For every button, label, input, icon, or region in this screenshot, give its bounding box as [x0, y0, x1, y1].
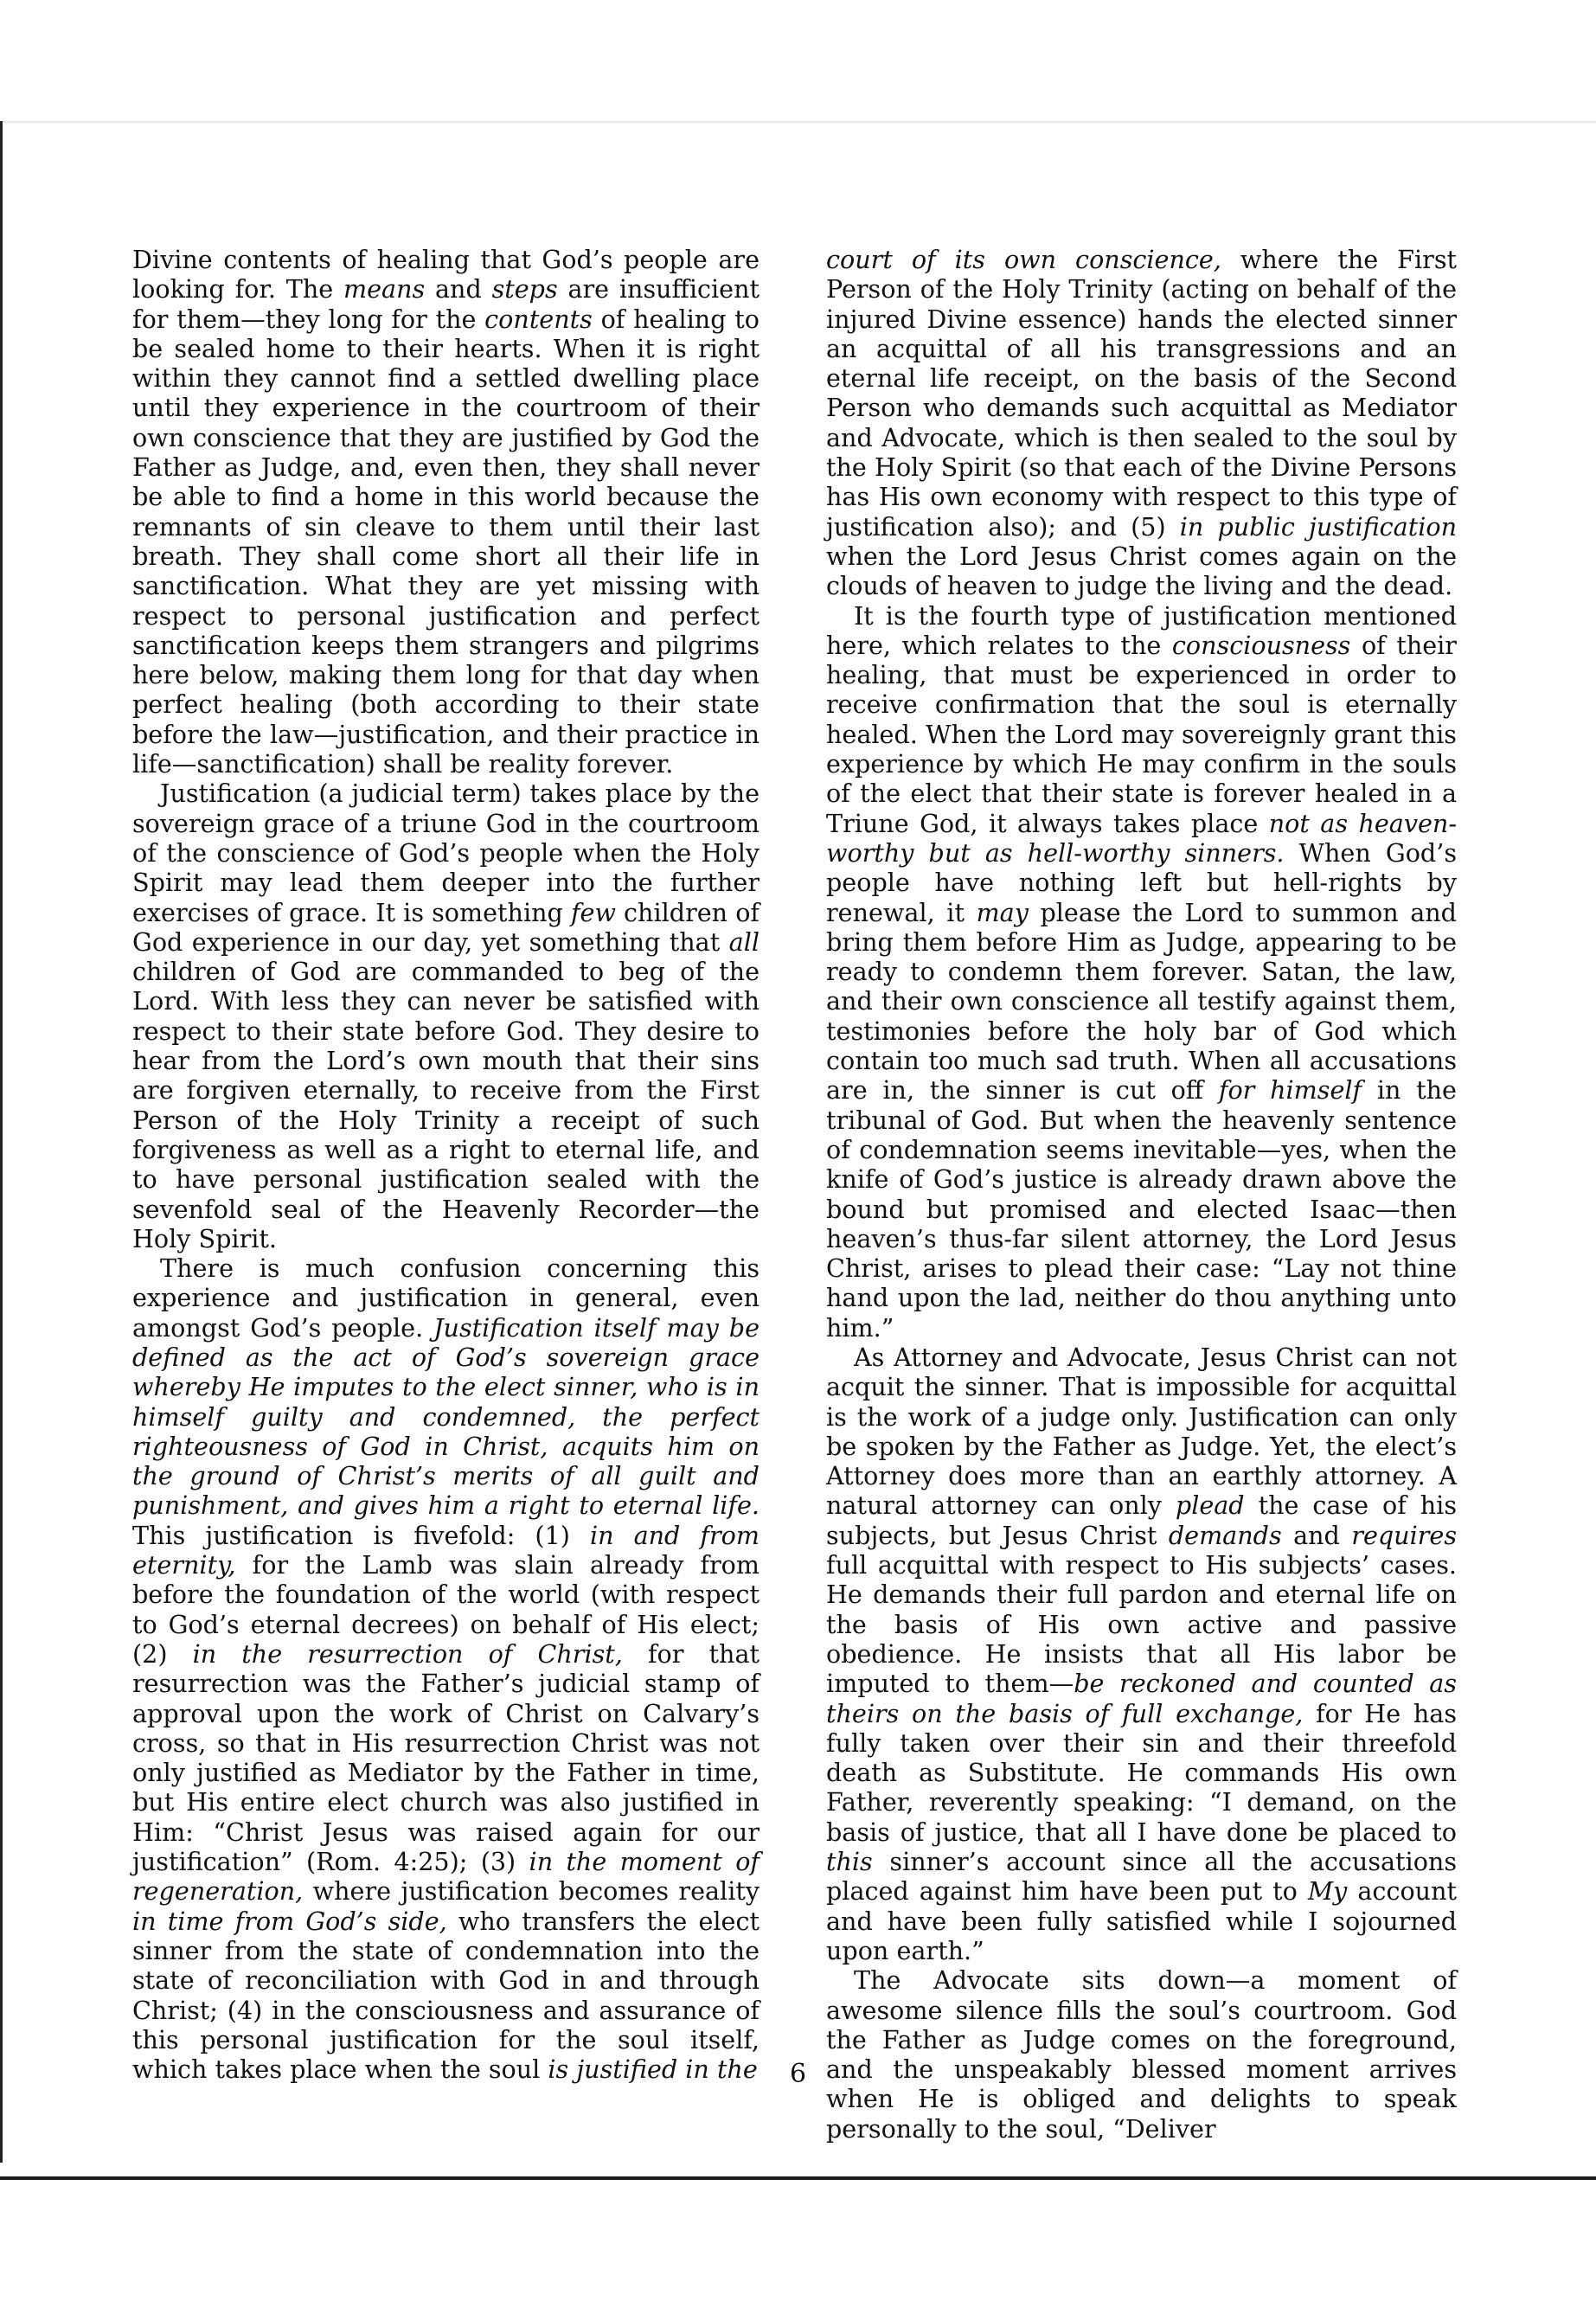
paragraph	[132, 245, 760, 779]
text-run: in the tribunal of God. But when the heavenly sentence of condemnation seems inevitable—yes, when the knife of God’s justice is already drawn above the bound but promised and elected Isaac—then heaven’s thus-far silent attorney, the Lord Jesus Christ, arises to plead their case: “Lay not thine hand upon the lad, neither do thou anything unto him.”	[826, 1075, 1457, 1343]
italic-text: in time from God’s side,	[132, 1906, 447, 1936]
paragraph	[826, 601, 1457, 1343]
paragraph	[826, 1965, 1457, 2144]
text-run: children of God are commanded to beg of the Lord. With less they can never be satisfied with respect to their state before God. They desire to hear from the Lord’s own mouth that their sins are forgiven eternally, to receive from the First Person of the Holy Trinity a receipt of such forgiveness as well as a right to eternal life, and to have personal justification sealed with the sevenfold seal of the Heavenly Recorder—the Holy Spirit.	[132, 957, 760, 1253]
text-run: are insufficient for them—they long for the	[132, 274, 760, 334]
left-column	[132, 245, 760, 2084]
text-run: children of God experience in our day, yet something that	[132, 897, 760, 957]
text-run: of their healing, that must be experienced in order to receive confirmation that the soul is eternally healed. When the Lord may sovereignly grant this experience by which He may confirm in the souls of the elect that their state is forever healed in a Triune God, it always takes place	[826, 630, 1457, 838]
text-run: sinner’s account since all the accusations placed against him have been put to	[826, 1847, 1457, 1907]
text-run: It is the fourth type of justification mentioned here, which relates to the	[826, 600, 1457, 660]
text-run: This justification is fivefold: (1)	[132, 1520, 590, 1550]
italic-text: not as heaven-worthy but as hell-worthy sinners.	[826, 808, 1457, 868]
italic-text: plead	[1175, 1490, 1245, 1521]
text-run: for the Lamb was slain already from before the foundation of the world (with respect to God’s eternal decrees) on behalf of His elect; (2)	[132, 1550, 760, 1669]
italic-text: in and from eternity,	[132, 1520, 760, 1580]
text-run: and	[1281, 1520, 1352, 1550]
italic-text: may	[976, 897, 1029, 927]
italic-text: requires	[1351, 1520, 1458, 1550]
text-run: There is much confusion concerning this experience and justification in general, even amongst God’s people.	[132, 1253, 760, 1343]
text-run: full acquittal with respect to His subjects’ cases. He demands their full pardon and eternal life on the basis of His own active and passive obedience. He insists that all His labor be imputed to them—	[826, 1550, 1457, 1699]
text-run: The Advocate sits down—a moment of awesome silence fills the soul’s courtroom. God the Father as Judge comes on the foreground, and the unspeakably blessed moment arrives when He is obliged and delights to speak personally to the soul, “Deliver	[826, 1965, 1457, 2144]
right-column	[826, 245, 1457, 2144]
italic-text: in the resurrection of Christ,	[192, 1638, 623, 1669]
italic-text: few	[570, 897, 616, 927]
text-run: please the Lord to summon and bring them before Him as Judge, appearing to be ready to condemn them forever. Satan, the law, and their own conscience all testify against them, testimonies before the holy bar of God which contain too much sad truth. When all accusations are in, the sinner is cut off	[826, 897, 1457, 1106]
scan-bottom-edge	[0, 2176, 1596, 2180]
text-run: the case of his subjects, but Jesus Christ	[826, 1490, 1457, 1550]
paragraph	[826, 245, 1457, 601]
scan-left-edge	[0, 121, 3, 2163]
text-run: As Attorney and Advocate, Jesus Christ can not acquit the sinner. That is impossible for acquittal is the work of a judge only. Justification can only be spoken by the Father as Judge. Yet, the elect’s Attorney does more than an earthly attorney. A natural attorney can only	[826, 1342, 1457, 1521]
italic-text: court of its own conscience,	[826, 245, 1221, 274]
italic-text: steps	[491, 274, 558, 304]
text-run: Justification (a judicial term) takes place by the sovereign grace of a triune God in the courtroom of the conscience of God’s people when the Holy Spirit may lead them deeper into the further exercises of grace. It is something	[132, 779, 760, 927]
italic-text: all	[728, 926, 760, 957]
italic-text: Justification itself may be defined as the act of God’s sovereign grace whereby He imputes to the elect sinner, who is in himself guilty and condemned, the perfect righteousness of God in Christ, acquits him on the ground of Christ’s merits of all guilt and punishment, and gives him a right to eternal life.	[132, 1312, 760, 1521]
text-run: Divine contents of healing that God’s people are looking for. The	[132, 245, 760, 304]
italic-text: demands	[1168, 1520, 1282, 1550]
text-run: account and have been fully satisfied while I sojourned upon earth.”	[826, 1876, 1457, 1965]
page-number: 6	[789, 2059, 807, 2089]
italic-text: My	[1307, 1876, 1348, 1907]
text-run: when the Lord Jesus Christ comes again on the clouds of heaven to judge the living and the dead.	[826, 541, 1457, 601]
paragraph	[132, 1253, 760, 2084]
italic-text: be reckoned and counted as theirs on the basis of full exchange,	[826, 1669, 1457, 1728]
paragraph	[826, 1343, 1457, 1965]
italic-text: for himself	[1218, 1075, 1362, 1106]
italic-text: contents	[484, 304, 593, 334]
scan-top-edge	[0, 121, 1596, 123]
text-run: When God’s people have nothing left but hell-rights by renewal, it	[826, 837, 1458, 927]
text-run: for He has fully taken over their sin and their threefold death as Substitute. He commands His own Father, reverently speaking: “I demand, on the basis of justice, that all I have done be placed to	[826, 1698, 1457, 1847]
italic-text: this	[826, 1847, 873, 1877]
italic-text: means	[343, 274, 426, 304]
italic-text: in the moment of regeneration,	[132, 1847, 760, 1907]
italic-text: is justified in the	[548, 2054, 758, 2085]
text-run: where the First Person of the Holy Trinity (acting on behalf of the injured Divine essence) hands the elected sinner an acquittal of all his transgressions and an eternal life receipt, on the basis of the Second Person who demands such acquittal as Mediator and Advocate, which is then sealed to the soul by the Holy Spirit (so that each of the Divine Persons has His own economy with respect to this type of justification also); and (5)	[826, 245, 1457, 542]
text-run: who transfers the elect sinner from the state of condemnation into the state of reconciliation with God in and through Christ; (4) in the consciousness and assurance of this personal justification for the soul itself, which takes place when the soul	[132, 1906, 760, 2085]
text-run: where justification becomes reality	[303, 1876, 760, 1907]
text-run: for that resurrection was the Father’s judicial stamp of approval upon the work of Christ on Calvary’s cross, so that in His resurrection Christ was not only justified as Mediator by the Father in time, but His entire elect church was also justified in Him: “Christ Jesus was raised again for our justification” (Rom. 4:25); (3)	[132, 1638, 760, 1877]
italic-text: in public justification	[1179, 511, 1457, 542]
text-run: of healing to be sealed home to their hearts. When it is right within they cannot find a settled dwelling place until they experience in the courtroom of their own conscience that they are justified by God the Father as Judge, and, even then, they shall never be able to find a home in this world because the remnants of sin cleave to them until their last breath. They shall come short all their life in sanctification. What they are yet missing with respect to personal justification and perfect sanctification keeps them strangers and pilgrims here below, making them long for that day when perfect healing (both according to their state before the law—justification, and their practice in life—sanctification) shall be reality forever.	[132, 304, 760, 779]
italic-text: consciousness	[1171, 630, 1351, 660]
text-run: and	[425, 274, 492, 304]
paragraph	[132, 779, 760, 1253]
